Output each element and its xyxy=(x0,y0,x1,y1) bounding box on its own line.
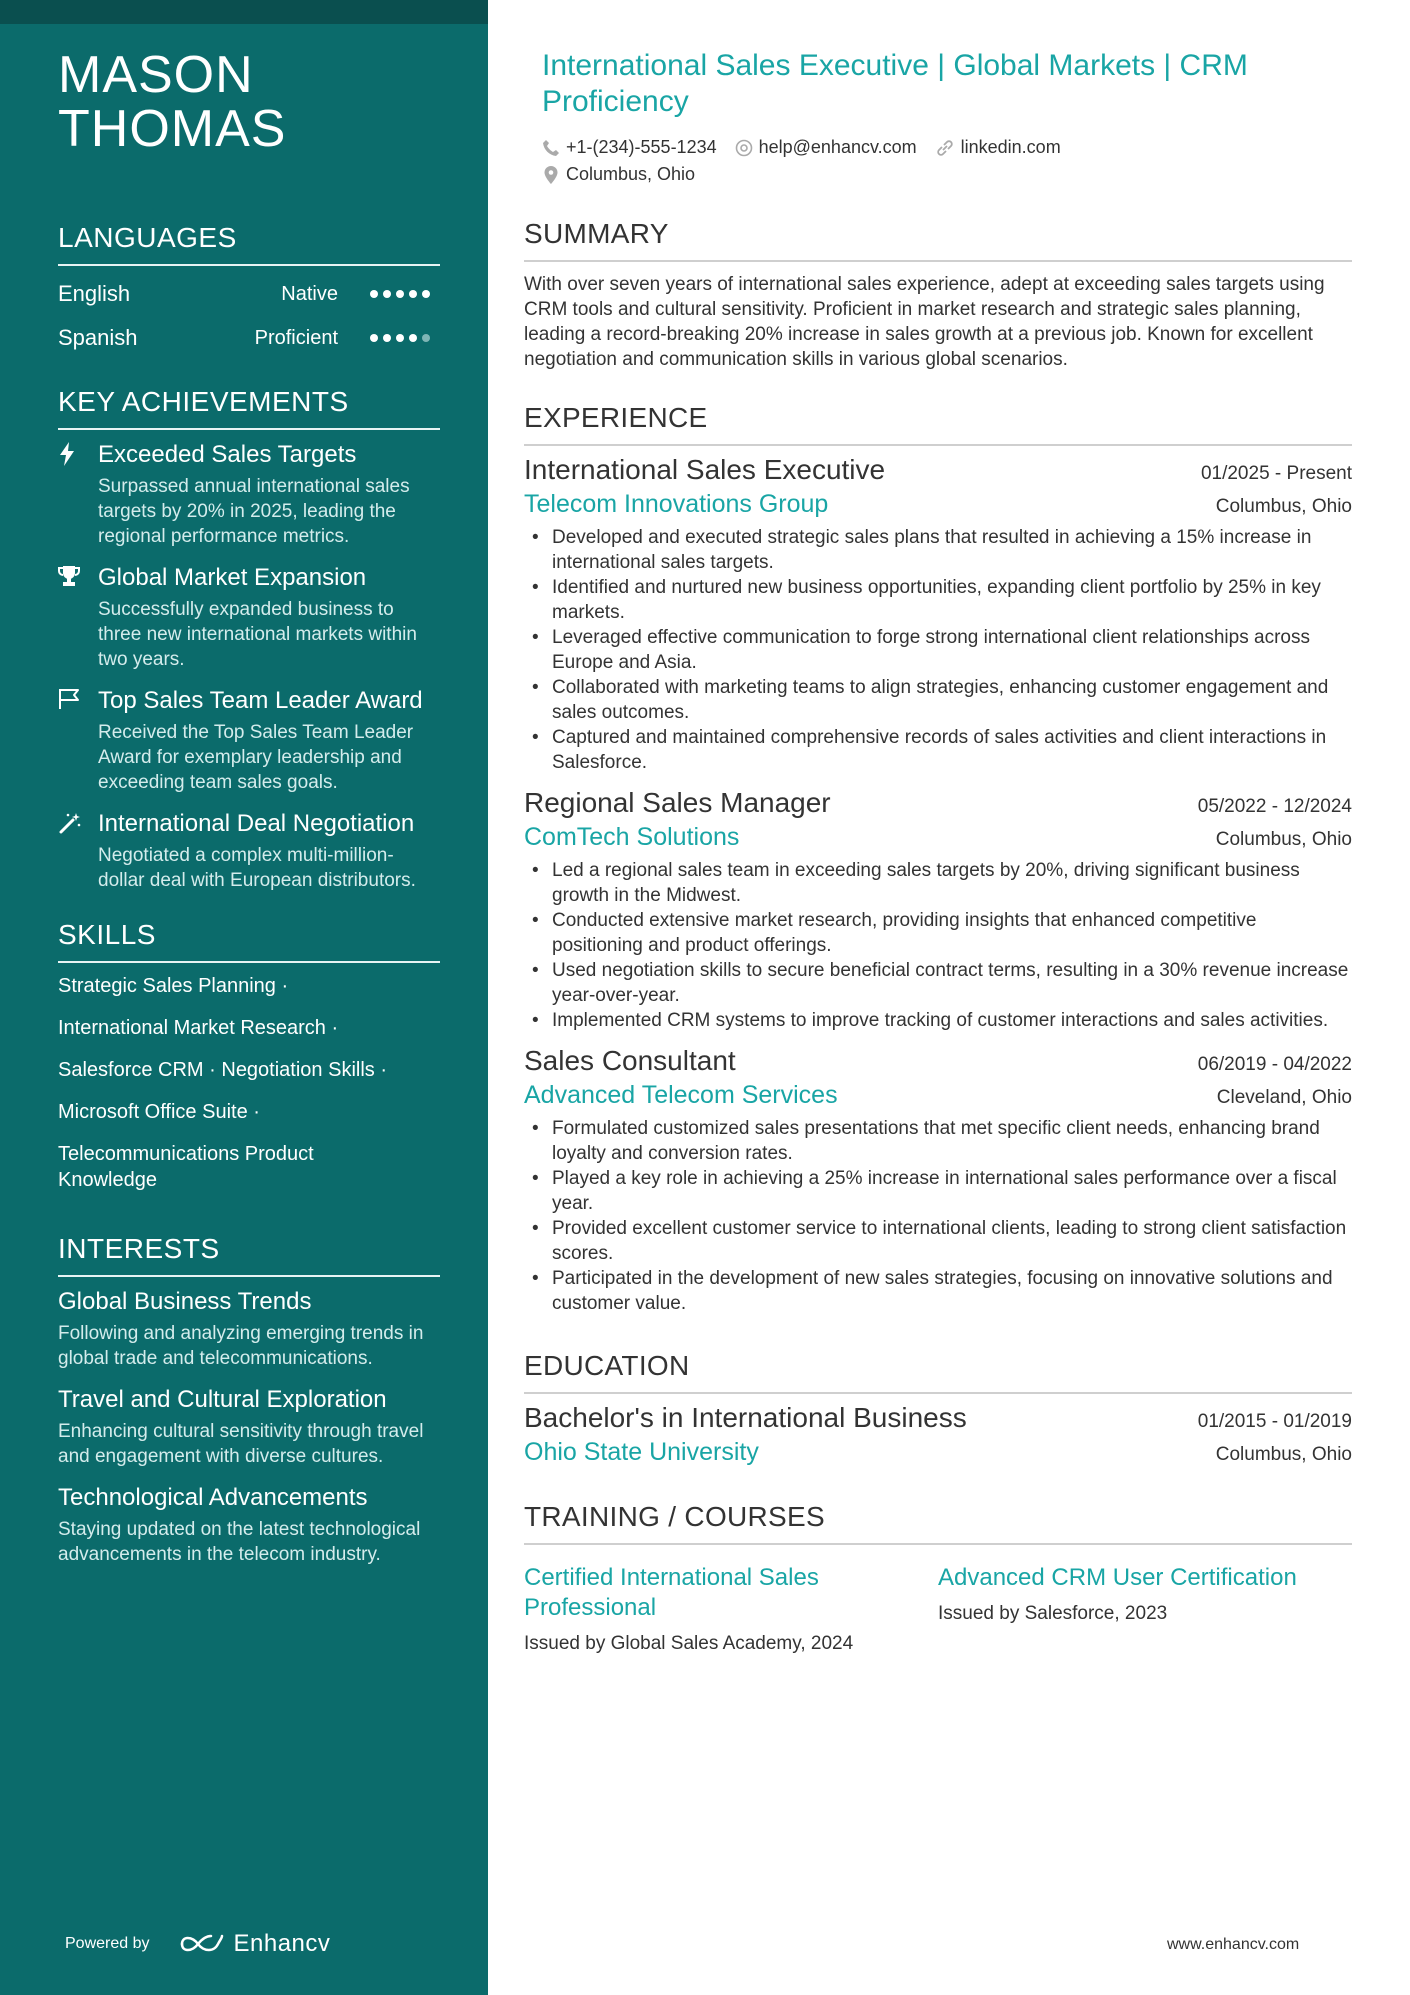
achievement-title: Global Market Expansion xyxy=(98,564,367,591)
language-rating xyxy=(370,334,440,342)
course-title: Certified International Sales Professional xyxy=(524,1564,819,1621)
languages-heading: LANGUAGES xyxy=(58,222,440,266)
rating-dot xyxy=(370,290,378,298)
powered-by-label: Powered by xyxy=(65,1935,150,1952)
job-bullet: • Captured and maintained comprehensive records of sales activities and client interactions in Salesforce. xyxy=(524,725,1352,775)
job-bullet: • Used negotiation skills to secure beneficial contract terms, resulting in a 30% revenue increase year-over-year. xyxy=(524,958,1352,1008)
enhancv-logo-icon xyxy=(178,1932,224,1956)
language-level: Proficient xyxy=(254,326,338,349)
job-dates: 06/2019 - 04/2022 xyxy=(1197,1054,1352,1075)
job-bullets xyxy=(524,525,1352,775)
interest-title: Travel and Cultural Exploration xyxy=(58,1386,387,1413)
rating-dot xyxy=(383,334,391,342)
achievement-title: Top Sales Team Leader Award xyxy=(98,687,423,714)
achievement-item xyxy=(58,686,440,795)
last-name: THOMAS xyxy=(58,100,287,158)
achievements-heading: KEY ACHIEVEMENTS xyxy=(58,386,440,430)
language-name: English xyxy=(58,281,131,306)
experience-heading: EXPERIENCE xyxy=(524,402,1352,446)
website-contact[interactable] xyxy=(935,137,1061,158)
phone-icon xyxy=(542,139,560,157)
rating-dot xyxy=(370,334,378,342)
job-bullet: • Developed and executed strategic sales plans that resulted in achieving a 15% increase in international sales targets. xyxy=(524,525,1352,575)
first-name: MASON xyxy=(58,46,254,104)
language-row xyxy=(58,272,440,316)
job-title: Sales Consultant xyxy=(524,1045,736,1076)
skill-item: International Market Research · xyxy=(58,1017,339,1039)
job-location: Columbus, Ohio xyxy=(1215,829,1352,850)
company-name: Telecom Innovations Group xyxy=(524,490,829,518)
interest-description: Following and analyzing emerging trends in global trade and telecommunications. xyxy=(58,1323,424,1369)
headline: International Sales Executive | Global Markets | CRM Proficiency xyxy=(542,49,1248,118)
skill-item: Microsoft Office Suite · xyxy=(58,1101,260,1123)
education-dates: 01/2015 - 01/2019 xyxy=(1197,1411,1352,1432)
job-bullets xyxy=(524,858,1352,1033)
achievement-title: International Deal Negotiation xyxy=(98,810,415,837)
trophy-icon xyxy=(58,563,98,672)
footer-url[interactable]: www.enhancv.com xyxy=(1167,1936,1300,1953)
achievement-item xyxy=(58,440,440,549)
job-bullet: • Implemented CRM systems to improve tracking of customer interactions and sales activities. xyxy=(524,1008,1352,1033)
job-entry xyxy=(524,1045,1352,1316)
school-name: Ohio State University xyxy=(524,1438,759,1466)
job-entry xyxy=(524,454,1352,775)
education-heading: EDUCATION xyxy=(524,1350,1352,1394)
skills-section xyxy=(58,919,440,1193)
language-name: Spanish xyxy=(58,325,138,350)
main-content xyxy=(524,48,1352,1655)
summary-section xyxy=(524,218,1352,372)
at-sign-icon xyxy=(735,139,753,157)
achievement-item xyxy=(58,563,440,672)
rating-dot-empty xyxy=(422,334,430,342)
interest-description: Enhancing cultural sensitivity through travel and engagement with diverse cultures. xyxy=(58,1421,424,1467)
job-bullet: • Led a regional sales team in exceeding sales targets by 20%, driving significant business growth in the Midwest. xyxy=(524,858,1352,908)
job-location: Columbus, Ohio xyxy=(1215,496,1352,517)
education-section xyxy=(524,1350,1352,1467)
skill-item: Telecommunications Product Knowledge xyxy=(58,1143,314,1191)
job-bullet: • Played a key role in achieving a 25% increase in international sales performance over a fiscal year. xyxy=(524,1166,1352,1216)
job-location: Cleveland, Ohio xyxy=(1216,1087,1352,1108)
experience-section xyxy=(524,402,1352,1316)
course-issuer: Issued by Salesforce, 2023 xyxy=(938,1603,1168,1624)
summary-heading: SUMMARY xyxy=(524,218,1352,262)
language-row xyxy=(58,316,440,360)
magic-wand-icon xyxy=(58,809,98,893)
course-issuer: Issued by Global Sales Academy, 2024 xyxy=(524,1633,854,1654)
email-contact[interactable] xyxy=(735,137,917,158)
location-contact xyxy=(542,164,695,185)
interest-title: Technological Advancements xyxy=(58,1484,368,1511)
contact-info xyxy=(542,134,1352,188)
location-text: Columbus, Ohio xyxy=(566,164,696,184)
flag-icon xyxy=(58,686,98,795)
degree-title: Bachelor's in International Business xyxy=(524,1402,967,1433)
link-icon xyxy=(935,139,955,157)
job-bullet: • Conducted extensive market research, providing insights that enhanced competitive positioning and product offerings. xyxy=(524,908,1352,958)
job-dates: 01/2025 - Present xyxy=(1200,463,1352,484)
phone-number: +1-(234)-555-1234 xyxy=(566,137,717,157)
interest-title: Global Business Trends xyxy=(58,1288,312,1315)
achievements-section xyxy=(58,386,440,893)
lightning-icon xyxy=(58,440,98,549)
rating-dot xyxy=(396,290,404,298)
achievement-description: Received the Top Sales Team Leader Award for exemplary leadership and exceeding team sales goals. xyxy=(98,722,414,793)
language-rating xyxy=(370,290,440,298)
job-title: Regional Sales Manager xyxy=(524,787,831,818)
location-pin-icon xyxy=(542,165,560,185)
sidebar xyxy=(0,0,488,1995)
achievement-description: Negotiated a complex multi-million-dollar deal with European distributors. xyxy=(98,845,416,891)
job-bullet: • Provided excellent customer service to international clients, leading to strong client satisfaction scores. xyxy=(524,1216,1352,1266)
training-heading: TRAINING / COURSES xyxy=(524,1501,1352,1545)
job-bullet: • Collaborated with marketing teams to align strategies, enhancing customer engagement and sales outcomes. xyxy=(524,675,1352,725)
interests-section xyxy=(58,1233,440,1567)
phone-contact xyxy=(542,137,717,158)
rating-dot xyxy=(396,334,404,342)
job-title: International Sales Executive xyxy=(524,454,886,485)
sidebar-top-bar xyxy=(0,0,488,24)
rating-dot xyxy=(409,334,417,342)
powered-by xyxy=(65,1930,330,1958)
brand-name: Enhancv xyxy=(233,1930,331,1957)
job-dates: 05/2022 - 12/2024 xyxy=(1197,796,1352,817)
training-section xyxy=(524,1501,1352,1655)
school-location: Columbus, Ohio xyxy=(1215,1444,1352,1465)
candidate-name xyxy=(58,48,440,156)
job-bullets xyxy=(524,1116,1352,1316)
course-item xyxy=(524,1563,938,1655)
rating-dot xyxy=(383,290,391,298)
achievement-title: Exceeded Sales Targets xyxy=(98,441,357,468)
rating-dot xyxy=(422,290,430,298)
job-bullet: • Identified and nurtured new business opportunities, expanding client portfolio by 25% in key markets. xyxy=(524,575,1352,625)
language-level: Native xyxy=(281,282,338,305)
achievement-item xyxy=(58,809,440,893)
languages-section xyxy=(58,222,440,360)
skills-heading: SKILLS xyxy=(58,919,440,963)
job-bullet: • Participated in the development of new sales strategies, focusing on innovative solutions and customer value. xyxy=(524,1266,1352,1316)
rating-dot xyxy=(409,290,417,298)
achievement-description: Surpassed annual international sales targets by 20% in 2025, leading the regional performance metrics. xyxy=(98,476,410,547)
skill-item: Strategic Sales Planning · xyxy=(58,975,289,997)
interest-description: Staying updated on the latest technological advancements in the telecom industry. xyxy=(58,1519,421,1565)
email-address[interactable]: help@enhancv.com xyxy=(758,137,917,157)
achievement-description: Successfully expanded business to three new international markets within two years. xyxy=(98,599,417,670)
company-name: ComTech Solutions xyxy=(524,823,740,851)
summary-text: With over seven years of international sales experience, adept at exceeding sales targets using CRM tools and cultural sensitivity. Proficient in market research and strategic sales planning, leading a record-breaking 20% increase in sales growth at a previous job. Known for excellent negotiation and communication skills in various global scenarios. xyxy=(524,274,1325,370)
website-link[interactable]: linkedin.com xyxy=(960,137,1061,157)
course-item xyxy=(938,1563,1352,1655)
job-bullet: • Leveraged effective communication to forge strong international client relationships across Europe and Asia. xyxy=(524,625,1352,675)
job-bullet: • Formulated customized sales presentations that met specific client needs, enhancing brand loyalty and conversion rates. xyxy=(524,1116,1352,1166)
skill-item: Salesforce CRM · Negotiation Skills · xyxy=(58,1059,387,1081)
course-title: Advanced CRM User Certification xyxy=(938,1564,1297,1591)
interests-heading: INTERESTS xyxy=(58,1233,440,1277)
job-entry xyxy=(524,787,1352,1033)
company-name: Advanced Telecom Services xyxy=(524,1081,838,1109)
